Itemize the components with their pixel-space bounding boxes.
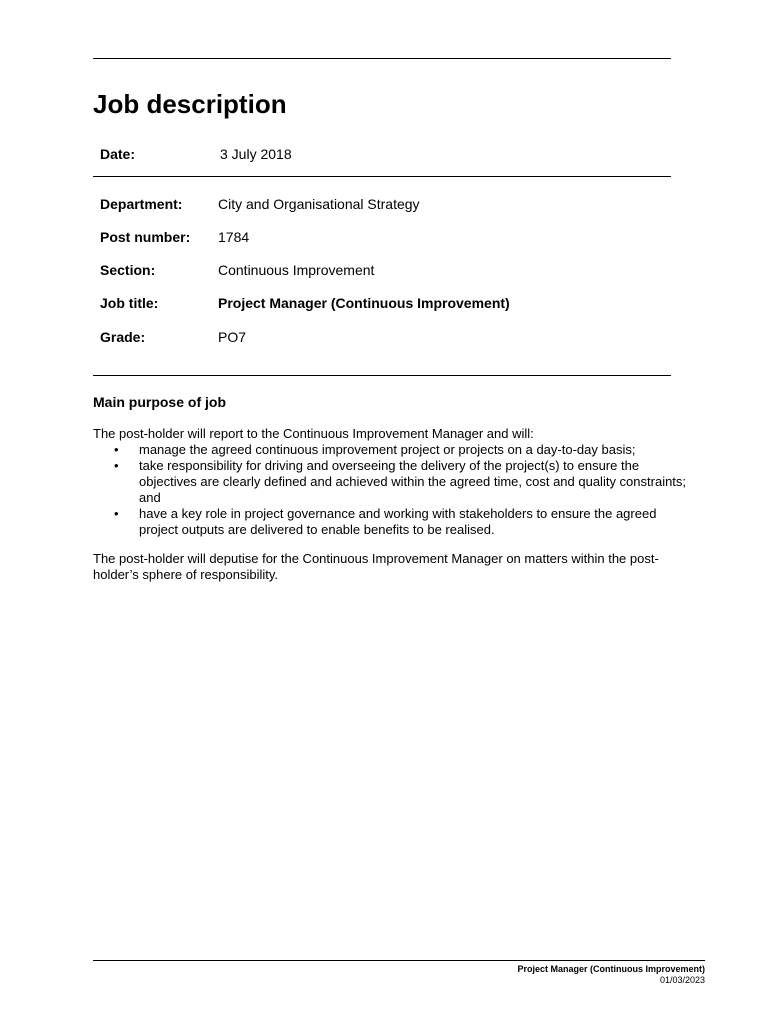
footer-divider <box>93 960 705 961</box>
date-divider <box>93 176 671 177</box>
top-divider <box>93 58 671 59</box>
duty-text: manage the agreed continuous improvement project or projects on a day-to-day basis; <box>139 442 636 457</box>
duty-text: have a key role in project governance and working with stakeholders to ensure the agreed project outputs are delivered to enable benefits to be realised. <box>139 506 657 537</box>
list-item <box>93 506 693 538</box>
date-label: Date: <box>100 146 136 162</box>
duty-text: take responsibility for driving and overseeing the delivery of the project(s) to ensure the objectives are clearly defined and achieved within the agreed time, cost and quality constraints; and <box>139 458 687 505</box>
fields-divider <box>93 375 671 376</box>
page-title: Job description <box>93 89 287 119</box>
job-title-label: Job title: <box>100 295 159 311</box>
grade-value: PO7 <box>218 329 247 345</box>
footer-date: 01/03/2023 <box>659 975 705 985</box>
bullet-icon: • <box>114 458 119 473</box>
date-value: 3 July 2018 <box>220 146 292 162</box>
grade-label: Grade: <box>100 329 146 345</box>
department-value: City and Organisational Strategy <box>218 196 420 212</box>
main-purpose-heading: Main purpose of job <box>93 394 226 410</box>
bullet-icon: • <box>114 442 119 457</box>
duties-list <box>93 442 693 538</box>
list-item <box>93 458 693 506</box>
footer-title: Project Manager (Continuous Improvement) <box>517 964 705 974</box>
main-purpose-intro: The post-holder will report to the Continuous Improvement Manager and will: <box>93 426 534 441</box>
section-value: Continuous Improvement <box>218 262 375 278</box>
main-purpose-closing: The post-holder will deputise for the Continuous Improvement Manager on matters within the post-holder’s sphere of responsibility. <box>93 551 659 582</box>
section-label: Section: <box>100 262 156 278</box>
list-item <box>93 442 693 458</box>
post-number-label: Post number: <box>100 229 191 245</box>
post-number-value: 1784 <box>218 229 250 245</box>
bullet-icon: • <box>114 506 119 521</box>
job-title-value: Project Manager (Continuous Improvement) <box>218 295 510 311</box>
department-label: Department: <box>100 196 183 212</box>
